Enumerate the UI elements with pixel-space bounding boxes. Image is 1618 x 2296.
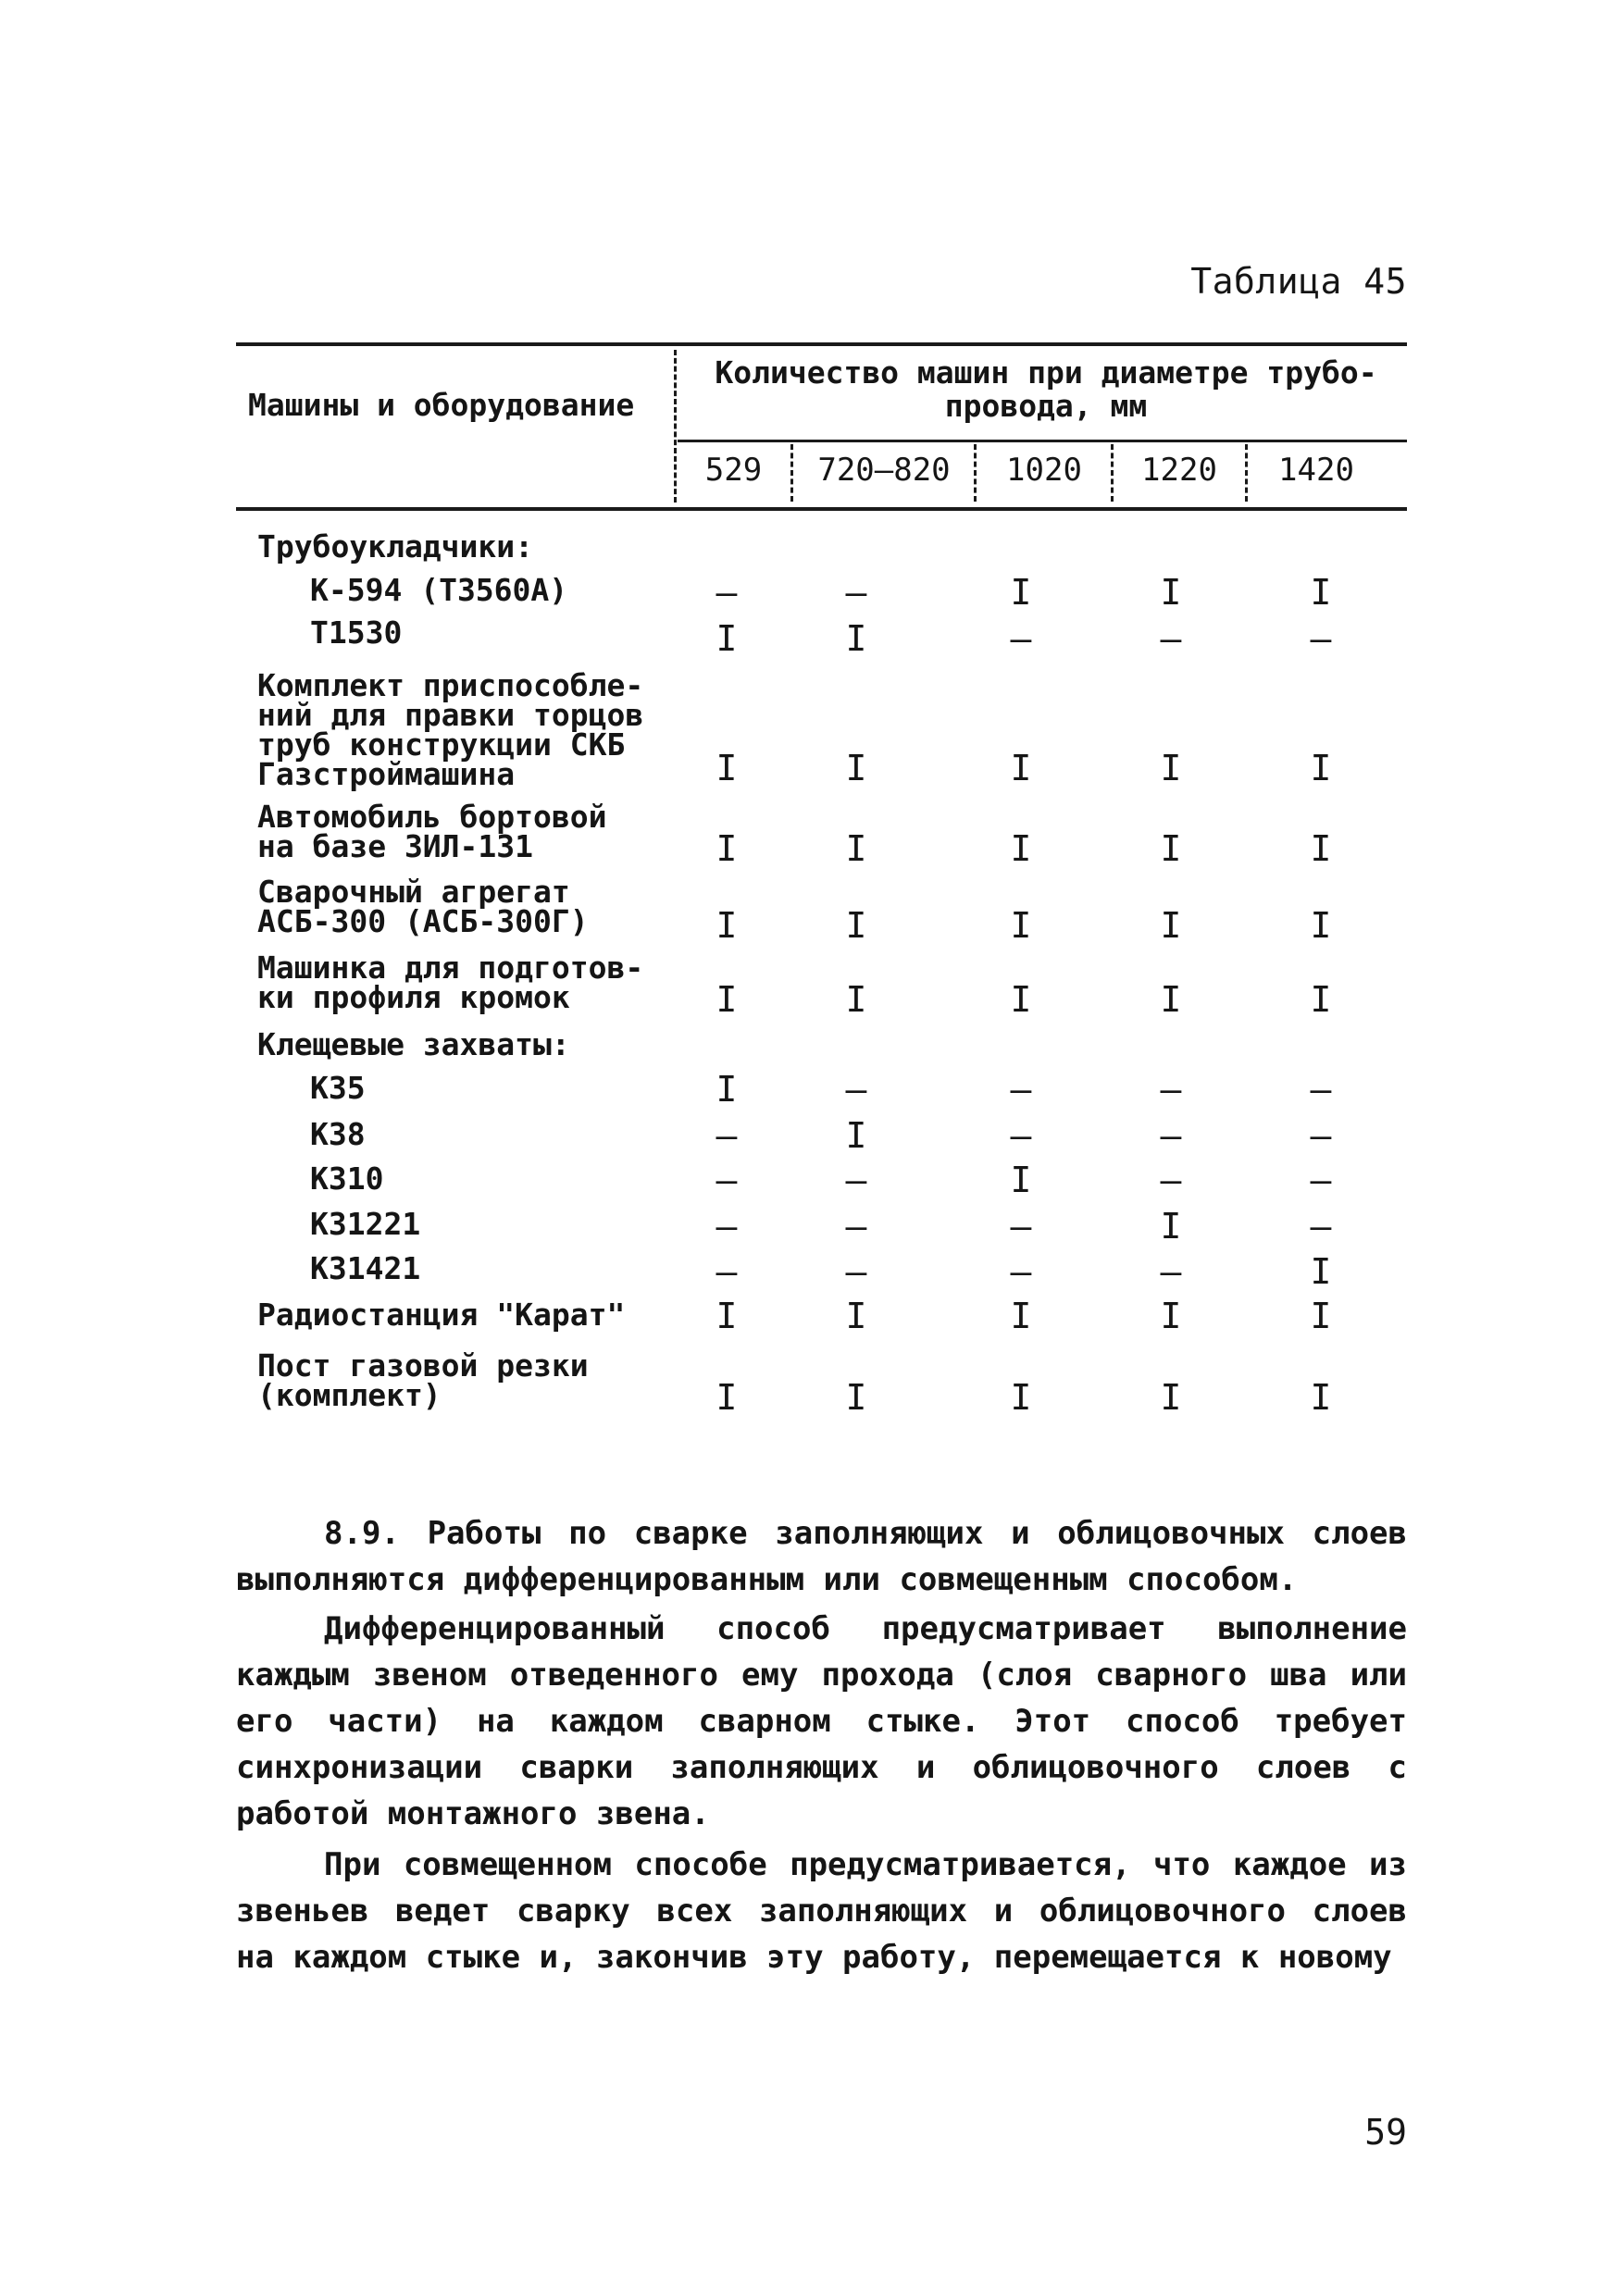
row-value: – (716, 1251, 738, 1292)
row-value: – (1160, 1251, 1182, 1292)
row-label: Сварочный агрегат АСБ-300 (АСБ-300Г) (257, 874, 589, 939)
row-value: – (845, 1206, 867, 1247)
row-value: – (1160, 1160, 1182, 1200)
page-number: 59 (1364, 2112, 1407, 2153)
row-value: I (1310, 572, 1332, 613)
row-value: I (1310, 1251, 1332, 1292)
row-value: I (1010, 979, 1032, 1020)
row-value: – (845, 572, 867, 613)
header-divider (674, 350, 677, 503)
row-value: I (1310, 1296, 1332, 1336)
row-value: I (1160, 979, 1182, 1020)
row-label: Трубоукладчики: (257, 528, 534, 565)
row-label: Пост газовой резки (комплект) (257, 1347, 589, 1413)
paragraph-1: 8.9. Работы по сварке заполняющих и облицовочных слоев выполняются дифференцированным или совмещенным способом. (236, 1515, 1407, 1598)
row-value: – (845, 1069, 867, 1110)
row-value: – (716, 572, 738, 613)
row-value: I (1010, 1296, 1032, 1336)
table-caption: Таблица 45 (1190, 261, 1407, 302)
row-value: I (845, 905, 867, 946)
row-value: I (716, 828, 738, 869)
row-value: I (845, 748, 867, 788)
diameter-529: 529 (704, 452, 763, 489)
row-value: I (1160, 828, 1182, 869)
row-value: I (845, 618, 867, 659)
diameter-720-820: 720–820 (817, 452, 951, 489)
row-label: Автомобиль бортовой на базе ЗИЛ-131 (257, 799, 607, 864)
sub-divider-1 (790, 444, 793, 502)
row-value: I (1010, 1377, 1032, 1418)
row-value: I (716, 979, 738, 1020)
row-label: КЗ10 (310, 1160, 384, 1197)
diameter-1420: 1420 (1278, 452, 1354, 489)
row-value: – (1160, 1069, 1182, 1110)
row-label: Комплект приспособле- ний для правки торцов труб конструкции СКБ Газстроймашина (257, 667, 644, 792)
row-label: КЗ5 (310, 1070, 366, 1106)
header-first-column: Машины и оборудование (248, 387, 635, 423)
diameter-1020: 1020 (1006, 452, 1082, 489)
row-value: – (845, 1160, 867, 1200)
row-value: I (1310, 905, 1332, 946)
row-value: – (716, 1160, 738, 1200)
row-value: I (716, 618, 738, 659)
row-value: I (845, 828, 867, 869)
diameter-1220: 1220 (1141, 452, 1217, 489)
paragraph-3: При совмещенном способе предусматривается, что каждое из звеньев ведет сварку всех заполняющих и облицовочного слоев на каждом стыке и, закончив эту работу, перемещается к новому (236, 1846, 1407, 1976)
row-value: I (1310, 748, 1332, 788)
row-value: I (845, 1377, 867, 1418)
row-label: КЗ1221 (310, 1206, 421, 1242)
row-value: – (1010, 618, 1032, 659)
row-value: I (716, 1296, 738, 1336)
row-value: – (1310, 1115, 1332, 1156)
row-value: – (1310, 1206, 1332, 1247)
row-value: I (845, 1115, 867, 1156)
row-value: – (1010, 1115, 1032, 1156)
row-value: – (845, 1251, 867, 1292)
row-value: – (1010, 1206, 1032, 1247)
row-value: – (716, 1115, 738, 1156)
row-value: I (1160, 1206, 1182, 1247)
row-value: I (845, 1296, 867, 1336)
row-value: I (1160, 572, 1182, 613)
row-value: I (1160, 1296, 1182, 1336)
row-value: I (1010, 828, 1032, 869)
row-value: I (716, 905, 738, 946)
row-value: I (1160, 748, 1182, 788)
row-value: I (1010, 1160, 1032, 1200)
row-value: – (1310, 1069, 1332, 1110)
row-value: – (1010, 1069, 1032, 1110)
row-value: I (1310, 828, 1332, 869)
row-label: Т1530 (310, 614, 403, 651)
row-label: К-594 (Т3560А) (310, 572, 568, 608)
row-value: I (716, 748, 738, 788)
row-label: Машинка для подготов- ки профиля кромок (257, 949, 644, 1015)
row-value: I (1010, 572, 1032, 613)
row-value: I (1310, 1377, 1332, 1418)
row-value: – (1310, 618, 1332, 659)
row-value: – (1160, 1115, 1182, 1156)
row-label: КЗ8 (310, 1116, 366, 1152)
row-value: – (1310, 1160, 1332, 1200)
sub-divider-4 (1245, 444, 1248, 502)
row-value: – (1010, 1251, 1032, 1292)
row-value: I (1160, 905, 1182, 946)
header-span-column: Количество машин при диаметре трубо- провода, мм (715, 354, 1377, 424)
row-value: I (716, 1377, 738, 1418)
header-bottom-rule (236, 507, 1407, 511)
row-label: КЗ1421 (310, 1250, 421, 1286)
row-value: I (845, 979, 867, 1020)
table-top-rule (236, 342, 1407, 346)
row-value: I (716, 1069, 738, 1110)
sub-divider-3 (1111, 444, 1114, 502)
row-value: – (716, 1206, 738, 1247)
paragraph-2: Дифференцированный способ предусматривает выполнение каждым звеном отведенного ему прохода (слоя сварного шва или его части) на каждом сварном стыке. Этот способ требует синхронизации сварки заполняющих и облицовочного слоев с работой монтажного звена. (236, 1610, 1407, 1832)
row-value: I (1010, 748, 1032, 788)
row-value: I (1010, 905, 1032, 946)
row-value: – (1160, 618, 1182, 659)
header-inner-rule (678, 440, 1407, 442)
sub-divider-2 (974, 444, 977, 502)
row-label: Радиостанция "Карат" (257, 1297, 626, 1333)
row-label: Клещевые захваты: (257, 1026, 570, 1062)
row-value: I (1160, 1377, 1182, 1418)
row-value: I (1310, 979, 1332, 1020)
